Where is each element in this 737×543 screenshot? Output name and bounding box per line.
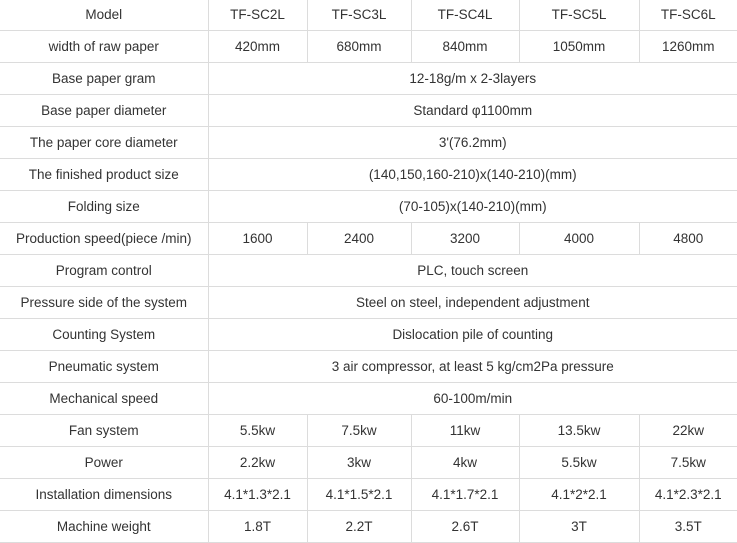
value-cell: 7.5kw <box>307 415 411 447</box>
value-cell: 3T <box>519 511 639 543</box>
table-row <box>0 479 737 511</box>
table-row <box>0 351 737 383</box>
table-row <box>0 447 737 479</box>
value-cell: 680mm <box>307 31 411 63</box>
value-cell: 4.1*2.3*2.1 <box>639 479 737 511</box>
row-label: Counting System <box>0 319 208 351</box>
row-label: width of raw paper <box>0 31 208 63</box>
table-row <box>0 191 737 223</box>
value-cell: 11kw <box>411 415 519 447</box>
value-cell: 5.5kw <box>208 415 307 447</box>
row-label: The paper core diameter <box>0 127 208 159</box>
value-cell: 4.1*1.5*2.1 <box>307 479 411 511</box>
value-cell: 420mm <box>208 31 307 63</box>
value-cell: 2400 <box>307 223 411 255</box>
table-row <box>0 95 737 127</box>
value-cell: 2.6T <box>411 511 519 543</box>
value-cell: 5.5kw <box>519 447 639 479</box>
value-cell: 1600 <box>208 223 307 255</box>
table-row <box>0 287 737 319</box>
table-row <box>0 31 737 63</box>
header-cell: TF-SC4L <box>411 0 519 31</box>
table-row <box>0 255 737 287</box>
header-cell: TF-SC2L <box>208 0 307 31</box>
table-row <box>0 159 737 191</box>
row-label: Base paper diameter <box>0 95 208 127</box>
value-cell: 4.1*1.3*2.1 <box>208 479 307 511</box>
row-label: Folding size <box>0 191 208 223</box>
row-label: Installation dimensions <box>0 479 208 511</box>
table-row <box>0 319 737 351</box>
row-label: Production speed(piece /min) <box>0 223 208 255</box>
row-label: Base paper gram <box>0 63 208 95</box>
value-cell: 4.1*2*2.1 <box>519 479 639 511</box>
value-cell: 13.5kw <box>519 415 639 447</box>
value-cell: 7.5kw <box>639 447 737 479</box>
value-cell: 840mm <box>411 31 519 63</box>
value-cell: 22kw <box>639 415 737 447</box>
value-cell: 4000 <box>519 223 639 255</box>
header-cell: TF-SC6L <box>639 0 737 31</box>
value-cell: 4kw <box>411 447 519 479</box>
table-header-row <box>0 0 737 31</box>
row-label: Pneumatic system <box>0 351 208 383</box>
header-cell: Model <box>0 0 208 31</box>
merged-value-cell: 12-18g/m x 2-3layers <box>208 63 737 95</box>
table-row <box>0 383 737 415</box>
table-row <box>0 127 737 159</box>
row-label: Program control <box>0 255 208 287</box>
row-label: Machine weight <box>0 511 208 543</box>
row-label: Fan system <box>0 415 208 447</box>
value-cell: 3200 <box>411 223 519 255</box>
value-cell: 4.1*1.7*2.1 <box>411 479 519 511</box>
value-cell: 3.5T <box>639 511 737 543</box>
table-row <box>0 415 737 447</box>
header-cell: TF-SC5L <box>519 0 639 31</box>
value-cell: 2.2T <box>307 511 411 543</box>
merged-value-cell: Dislocation pile of counting <box>208 319 737 351</box>
value-cell: 1050mm <box>519 31 639 63</box>
merged-value-cell: 60-100m/min <box>208 383 737 415</box>
merged-value-cell: 3'(76.2mm) <box>208 127 737 159</box>
value-cell: 1.8T <box>208 511 307 543</box>
merged-value-cell: 3 air compressor, at least 5 kg/cm2Pa pressure <box>208 351 737 383</box>
merged-value-cell: (70-105)x(140-210)(mm) <box>208 191 737 223</box>
merged-value-cell: Steel on steel, independent adjustment <box>208 287 737 319</box>
row-label: The finished product size <box>0 159 208 191</box>
table-row <box>0 63 737 95</box>
merged-value-cell: (140,150,160-210)x(140-210)(mm) <box>208 159 737 191</box>
row-label: Pressure side of the system <box>0 287 208 319</box>
value-cell: 2.2kw <box>208 447 307 479</box>
merged-value-cell: Standard φ1100mm <box>208 95 737 127</box>
merged-value-cell: PLC, touch screen <box>208 255 737 287</box>
row-label: Mechanical speed <box>0 383 208 415</box>
header-cell: TF-SC3L <box>307 0 411 31</box>
row-label: Power <box>0 447 208 479</box>
value-cell: 4800 <box>639 223 737 255</box>
table-row <box>0 223 737 255</box>
value-cell: 3kw <box>307 447 411 479</box>
value-cell: 1260mm <box>639 31 737 63</box>
